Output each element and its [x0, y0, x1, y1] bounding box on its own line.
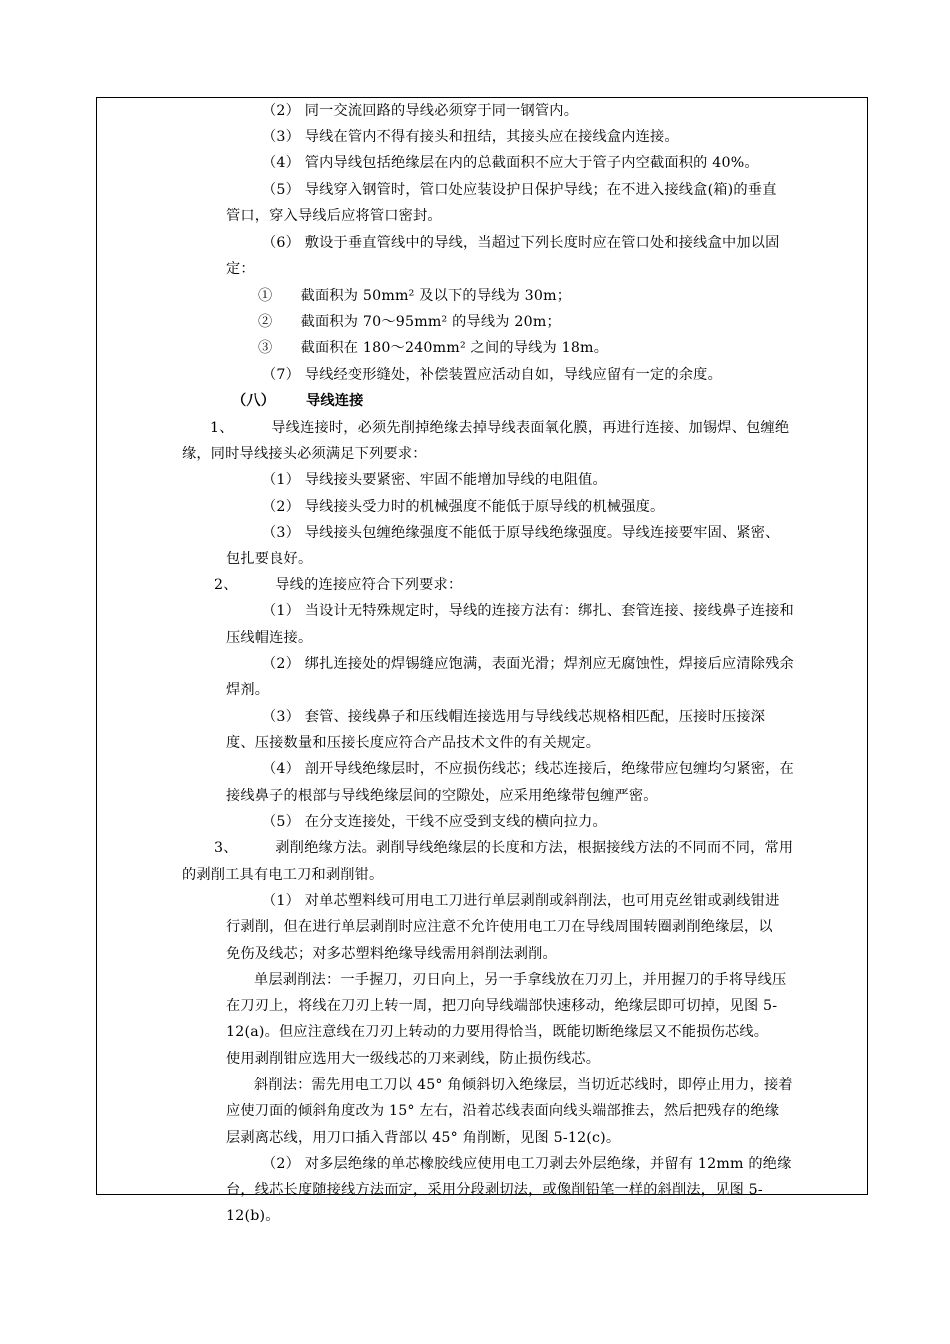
text-line: （1） 对单芯塑料线可用电工刀进行单层剥削或斜削法，也可用克丝钳或剥线钳进 [262, 893, 780, 909]
text-line: 焊剂。 [226, 682, 270, 698]
text-line: 使用剥削钳应选用大一级线芯的刀来剥线，防止损伤线芯。 [226, 1051, 601, 1067]
text-line: （2） 导线接头受力时的机械强度不能低于原导线的机械强度。 [262, 499, 665, 515]
text-line: （5） 导线穿入钢管时，管口处应装设护日保护导线；在不进入接线盒(箱)的垂直 [262, 182, 777, 198]
text-line: 行剥削，但在进行单层剥削时应注意不允许使用电工刀在导线周围转圈剥削绝缘层，以 [226, 919, 773, 935]
text-line: 度、压接数量和压接长度应符合产品技术文件的有关规定。 [226, 735, 601, 751]
text-line: （5） 在分支连接处，干线不应受到支线的横向拉力。 [262, 814, 607, 830]
text-line: （6） 敷设于垂直管线中的导线，当超过下列长度时应在管口处和接线盒中加以固 [262, 235, 780, 251]
text-line: 压线帽连接。 [226, 630, 313, 646]
section-heading: （八） 导线连接 [232, 393, 364, 409]
text-line: （7） 导线经变形缝处，补偿装置应活动自如，导线应留有一定的余度。 [262, 367, 722, 383]
text-line: 3、 剥削绝缘方法。剥削导线绝缘层的长度和方法，根据接线方法的不同而不同，常用 [214, 840, 794, 856]
text-line: 斜削法：需先用电工刀以 45° 角倾斜切入绝缘层，当切近芯线时，即停止用力，接着 [254, 1077, 793, 1093]
text-line: （1） 导线接头要紧密、牢固不能增加导线的电阻值。 [262, 472, 607, 488]
text-line: 包扎要良好。 [226, 551, 313, 567]
text-line: （2） 同一交流回路的导线必须穿于同一钢管内。 [262, 103, 579, 119]
text-line: 应使刀面的倾斜角度改为 15° 左右，沿着芯线表面向线头端部推去，然后把残存的绝缘 [226, 1103, 780, 1119]
text-line: 台，线芯长度随接线方法而定，采用分段剥切法，或像削铅笔一样的斜削法，见图 5- [226, 1182, 763, 1198]
text-line: 层剥离芯线，用刀口插入背部以 45° 角削断，见图 5-12(c)。 [226, 1130, 621, 1146]
text-line: 的剥削工具有电工刀和剥削钳。 [182, 867, 384, 883]
text-line: （1） 当设计无特殊规定时，导线的连接方法有：绑扎、套管连接、接线鼻子连接和 [262, 603, 794, 619]
list-item: ① 截面积为 50mm² 及以下的导线为 30m； [258, 288, 572, 304]
text-line: （2） 绑扎连接处的焊锡缝应饱满，表面光滑；焊剂应无腐蚀性，焊接后应清除残余 [262, 656, 794, 672]
list-item: ② 截面积为 70～95mm² 的导线为 20m； [258, 314, 561, 330]
text-line: 12(b)。 [226, 1208, 280, 1224]
text-line: 免伤及线芯；对多芯塑料绝缘导线需用斜削法剥削。 [226, 946, 557, 962]
text-line: 在刀刃上，将线在刀刃上转一周，把刀向导线端部快速移动，绝缘层即可切掉，见图 5- [226, 998, 778, 1014]
text-line: （3） 导线接头包缠绝缘强度不能低于原导线绝缘强度。导线连接要牢固、紧密、 [262, 525, 780, 541]
text-line: 接线鼻子的根部与导线绝缘层间的空隙处，应采用绝缘带包缠严密。 [226, 788, 658, 804]
text-line: （3） 导线在管内不得有接头和扭结，其接头应在接线盒内连接。 [262, 129, 679, 145]
text-line: 管口，穿入导线后应将管口密封。 [226, 208, 442, 224]
text-line: （4） 剖开导线绝缘层时，不应损伤线芯；线芯连接后，绝缘带应包缠均匀紧密，在 [262, 761, 794, 777]
text-line: 12(a)。但应注意线在刀刃上转动的力要用得恰当，既能切断绝缘层又不能损伤芯线。 [226, 1024, 769, 1040]
text-line: 1、 导线连接时，必须先削掉绝缘去掉导线表面氧化膜，再进行连接、加锡焊、包缠绝 [210, 420, 790, 436]
text-line: 2、 导线的连接应符合下列要求： [214, 577, 463, 593]
text-line: 单层剥削法：一手握刀，刃日向上，另一手拿线放在刀刃上，并用握刀的手将导线压 [254, 972, 787, 988]
text-line: （4） 管内导线包括绝缘层在内的总截面积不应大于管子内空截面积的 40%。 [262, 155, 759, 171]
text-line: 定： [226, 261, 255, 277]
list-item: ③ 截面积在 180～240mm² 之间的导线为 18m。 [258, 340, 609, 356]
text-line: （3） 套管、接线鼻子和压线帽连接选用与导线线芯规格相匹配，压接时压接深 [262, 709, 766, 725]
text-line: 缘，同时导线接头必须满足下列要求： [182, 446, 427, 462]
text-line: （2） 对多层绝缘的单芯橡胶线应使用电工刀剥去外层绝缘，并留有 12mm 的绝缘 [262, 1156, 792, 1172]
